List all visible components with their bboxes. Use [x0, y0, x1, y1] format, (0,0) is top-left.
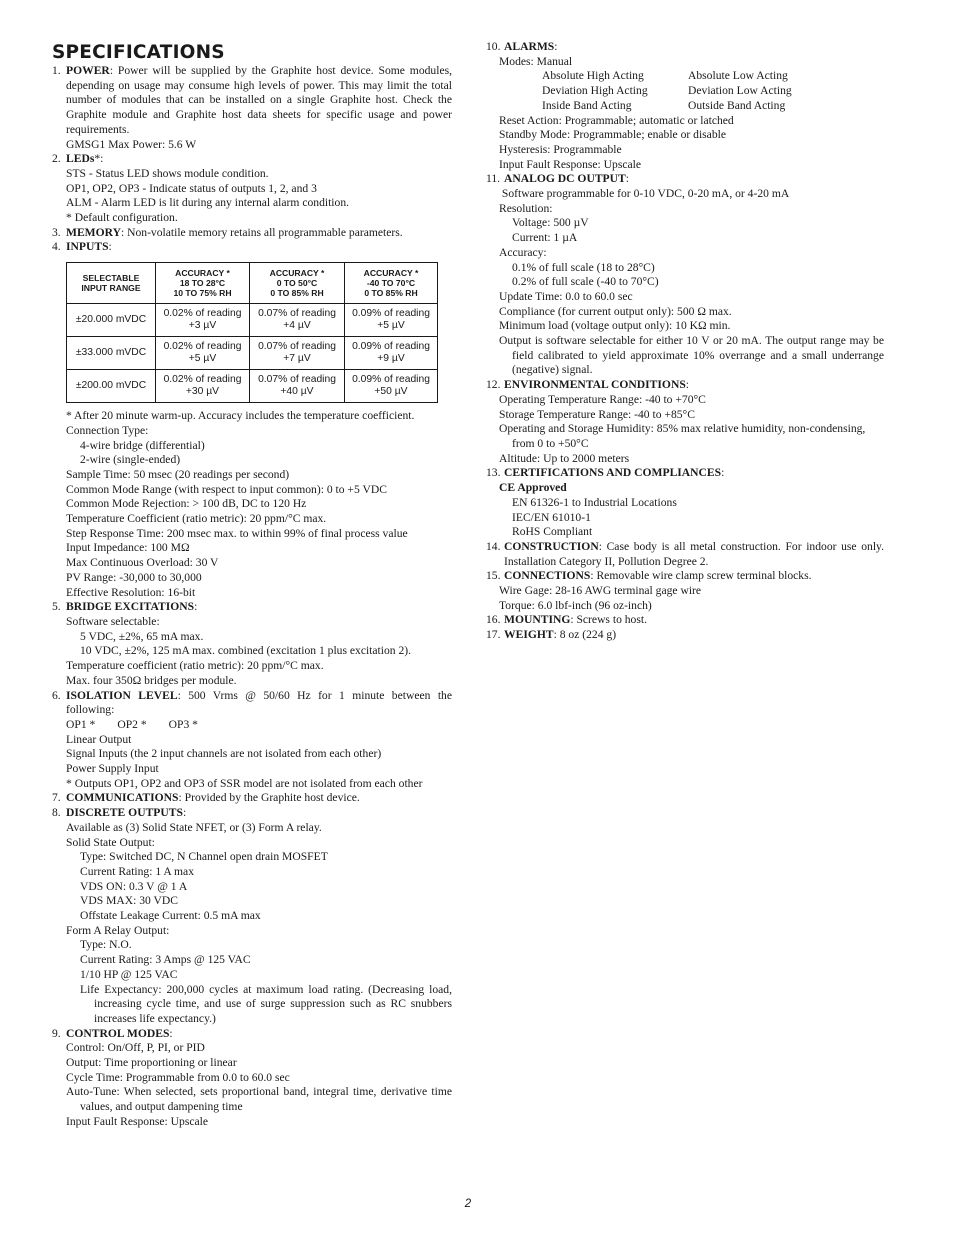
table-header-cell: ACCURACY * 18 TO 28°C 10 TO 75% RH: [156, 263, 250, 304]
spec-line: Software programmable for 0-10 VDC, 0-20 mA, or 4-20 mA: [499, 187, 790, 201]
spec-line: Input Fault Response: Upscale: [66, 1114, 209, 1128]
spec-isolation-level: 6. ISOLATION LEVEL: 500 Vrms @ 50/60 Hz for 1 minute between the following:: [52, 688, 452, 717]
spec-line: Linear Output: [66, 732, 132, 746]
spec-line: STS - Status LED shows module condition.: [66, 166, 269, 180]
spec-line: GMSG1 Max Power: 5.6 W: [66, 137, 197, 151]
spec-weight: 17. WEIGHT: 8 oz (224 g): [486, 628, 617, 642]
spec-line: Effective Resolution: 16-bit: [66, 585, 196, 599]
spec-inputs: 4. INPUTS:: [52, 240, 112, 254]
spec-line: Signal Inputs (the 2 input channels are not isolated from each other): [66, 747, 382, 761]
spec-line: Software selectable:: [66, 614, 160, 628]
spec-line: Temperature Coefficient (ratio metric): 20 ppm/°C max.: [66, 512, 327, 526]
table-cell: 0.09% of reading +9 µV: [345, 337, 437, 370]
spec-line: * After 20 minute warm-up. Accuracy includes the temperature coefficient.: [66, 409, 415, 423]
spec-heading: LEDs: [66, 152, 95, 166]
spec-heading: CONSTRUCTION: [504, 539, 599, 553]
spec-line: Power Supply Input: [66, 762, 159, 776]
spec-line: 5 VDC, ±2%, 65 mA max.: [80, 629, 204, 643]
table-cell: ±200.00 mVDC: [67, 370, 156, 402]
spec-line: 1/10 HP @ 125 VAC: [80, 967, 178, 981]
spec-line: Auto-Tune: When selected, sets proportional band, integral time, derivative time values, and output dampening time: [66, 1085, 452, 1114]
spec-line: 10 VDC, ±2%, 125 mA max. combined (excitation 1 plus excitation 2).: [80, 644, 412, 658]
alarm-mode-row: Inside Band Acting Outside Band Acting: [542, 98, 786, 112]
right-column: [486, 40, 884, 643]
spec-alarms: 10. ALARMS:: [486, 40, 558, 53]
spec-heading: MOUNTING: [504, 613, 571, 627]
table-cell: 0.09% of reading +5 µV: [345, 304, 437, 337]
table-row: [67, 304, 437, 337]
table-cell: ±33.000 mVDC: [67, 337, 156, 370]
spec-heading: ANALOG DC OUTPUT: [504, 172, 626, 186]
table-header-cell: SELECTABLE INPUT RANGE: [67, 263, 156, 304]
spec-line: Cycle Time: Programmable from 0.0 to 60.0 sec: [66, 1070, 290, 1084]
spec-line: Compliance (for current output only): 500 Ω max.: [499, 304, 732, 318]
spec-analog-dc-output: 11. ANALOG DC OUTPUT:: [486, 172, 629, 186]
spec-line: Altitude: Up to 2000 meters: [499, 451, 630, 465]
spec-line: Current Rating: 1 A max: [80, 864, 194, 878]
spec-line: VDS ON: 0.3 V @ 1 A: [80, 879, 188, 893]
spec-line: Offstate Leakage Current: 0.5 mA max: [80, 909, 261, 923]
spec-line: RoHS Compliant: [512, 525, 593, 539]
spec-heading: INPUTS: [66, 240, 109, 254]
table-header-cell: ACCURACY * 0 TO 50°C 0 TO 85% RH: [250, 263, 345, 304]
spec-heading: CONNECTIONS: [504, 569, 591, 583]
spec-line: Reset Action: Programmable; automatic or latched: [499, 113, 734, 127]
spec-line: Step Response Time: 200 msec max. to within 99% of final process value: [66, 526, 408, 540]
spec-line: PV Range: -30,000 to 30,000: [66, 570, 202, 584]
spec-line: Accuracy:: [499, 245, 547, 259]
table-cell: 0.09% of reading +50 µV: [352, 374, 430, 398]
spec-line: * Default configuration.: [66, 211, 178, 225]
spec-line: Available as (3) Solid State NFET, or (3) Form A relay.: [66, 820, 322, 834]
spec-line: Solid State Output:: [66, 835, 155, 849]
spec-memory: 3. MEMORY: Non-volatile memory retains all programmable parameters.: [52, 225, 403, 239]
spec-heading: MEMORY: [66, 225, 121, 239]
spec-line: 0.1% of full scale (18 to 28°C): [512, 260, 655, 274]
page-title: SPECIFICATIONS: [52, 42, 225, 63]
spec-line: Operating and Storage Humidity: 85% max relative humidity, non-condensing, from 0 to +50°C: [499, 422, 866, 450]
spec-line: 2-wire (single-ended): [80, 453, 181, 467]
alarm-mode-row: Absolute High Acting Absolute Low Acting: [542, 69, 788, 83]
spec-heading: ALARMS: [504, 40, 555, 53]
spec-line: Form A Relay Output:: [66, 923, 170, 937]
spec-connections: 15. CONNECTIONS: Removable wire clamp screw terminal blocks.: [486, 569, 812, 583]
spec-line: Input Impedance: 100 MΩ: [66, 541, 190, 555]
spec-line: 4-wire bridge (differential): [80, 438, 205, 452]
spec-line: Type: Switched DC, N Channel open drain MOSFET: [80, 850, 328, 864]
table-cell: 0.07% of reading +40 µV: [250, 370, 345, 402]
spec-environmental-conditions: 12. ENVIRONMENTAL CONDITIONS:: [486, 378, 690, 392]
table-cell: ±20.000 mVDC: [67, 304, 156, 337]
spec-construction: 14. CONSTRUCTION: Case body is all metal construction. For indoor use only. Installation Category II, Pollution Degree 2.: [486, 539, 884, 568]
spec-line: Torque: 6.0 lbf-inch (96 oz-inch): [499, 598, 652, 612]
spec-leds: 2. LEDs*:: [52, 152, 104, 166]
spec-line: Modes: Manual: [499, 54, 573, 68]
spec-heading: ISOLATION LEVEL: [66, 688, 178, 702]
spec-heading: CERTIFICATIONS AND COMPLIANCES: [504, 466, 722, 480]
table-row: [67, 370, 437, 402]
spec-line: ALM - Alarm LED is lit during any internal alarm condition.: [66, 196, 350, 210]
spec-power: 1. POWER: Power will be supplied by the Graphite host device. Some modules, depending on usage may consume high levels of power. This may limit the total number of modules that can be installed on a single Graphite host. Check the Graphite module and Graphite host data sheets for specific usage and power requirements.: [52, 64, 452, 136]
table-row: [67, 337, 437, 370]
left-column: [52, 40, 452, 1130]
table-header-row: [67, 263, 437, 304]
spec-line: Hysteresis: Programmable: [499, 142, 622, 156]
page-number: 2: [464, 1198, 472, 1210]
spec-line: 0.2% of full scale (-40 to 70°C): [512, 275, 659, 289]
spec-line: Life Expectancy: 200,000 cycles at maximum load rating. (Decreasing load, increasing cycle time, and use of surge suppression such as RC snubbers increases life expectancy.): [80, 982, 452, 1025]
spec-control-modes: 9. CONTROL MODES:: [52, 1026, 173, 1040]
table-header-cell: ACCURACY * -40 TO 70°C 0 TO 85% RH: [345, 263, 437, 304]
spec-certifications: 13. CERTIFICATIONS AND COMPLIANCES:: [486, 466, 725, 480]
spec-heading: WEIGHT: [504, 628, 554, 642]
spec-line: Resolution:: [499, 201, 553, 215]
spec-line: Input Fault Response: Upscale: [499, 157, 642, 171]
spec-line: Standby Mode: Programmable; enable or disable: [499, 128, 726, 142]
spec-heading: DISCRETE OUTPUTS: [66, 806, 183, 820]
spec-line: Connection Type:: [66, 423, 149, 437]
spec-line: Output: Time proportioning or linear: [66, 1056, 237, 1070]
spec-heading: BRIDGE EXCITATIONS: [66, 600, 195, 614]
spec-heading: ENVIRONMENTAL CONDITIONS: [504, 378, 686, 392]
table-cell: 0.02% of reading +5 µV: [156, 337, 250, 370]
spec-line: IEC/EN 61010-1: [512, 510, 591, 524]
table-cell: 0.02% of reading +3 µV: [156, 304, 250, 337]
spec-line: Minimum load (voltage output only): 10 KΩ min.: [499, 319, 731, 333]
table-cell: 0.02% of reading +30 µV: [156, 370, 250, 402]
spec-line: Common Mode Rejection: > 100 dB, DC to 120 Hz: [66, 497, 307, 511]
spec-bridge-excitations: 5. BRIDGE EXCITATIONS:: [52, 600, 198, 614]
isolation-outputs: OP1 * OP2 * OP3 *: [66, 717, 198, 731]
spec-line: Update Time: 0.0 to 60.0 sec: [499, 289, 633, 303]
spec-line: CE Approved: [499, 481, 567, 495]
spec-line: Current: 1 µA: [512, 231, 578, 245]
spec-line: Control: On/Off, P, PI, or PID: [66, 1041, 205, 1055]
spec-line: VDS MAX: 30 VDC: [80, 894, 179, 908]
spec-line: Operating Temperature Range: -40 to +70°C: [499, 392, 706, 406]
spec-line: EN 61326-1 to Industrial Locations: [512, 495, 677, 509]
spec-line: Output is software selectable for either 10 V or 20 mA. The output range may be field calibrated to yield approximate 10% overrange and a small underrange (negative) signal.: [499, 334, 884, 377]
spec-line: Voltage: 500 µV: [512, 216, 589, 230]
spec-heading: COMMUNICATIONS: [66, 791, 179, 805]
spec-heading: CONTROL MODES: [66, 1026, 170, 1040]
spec-line: Sample Time: 50 msec (20 readings per second): [66, 467, 290, 481]
spec-line: Max Continuous Overload: 30 V: [66, 556, 219, 570]
spec-line: Common Mode Range (with respect to input common): 0 to +5 VDC: [66, 482, 387, 496]
spec-line: Max. four 350Ω bridges per module.: [66, 673, 237, 687]
input-accuracy-table: [66, 262, 438, 403]
table-cell: 0.07% of reading +7 µV: [250, 337, 345, 370]
spec-line: Wire Gage: 28-16 AWG terminal gage wire: [499, 584, 702, 598]
spec-heading: POWER: [66, 64, 110, 77]
spec-line: Current Rating: 3 Amps @ 125 VAC: [80, 953, 251, 967]
spec-communications: 7. COMMUNICATIONS: Provided by the Graphite host device.: [52, 791, 360, 805]
spec-discrete-outputs: 8. DISCRETE OUTPUTS:: [52, 806, 187, 820]
table-cell: 0.07% of reading +4 µV: [250, 304, 345, 337]
spec-mounting: 16. MOUNTING: Screws to host.: [486, 613, 647, 627]
alarm-mode-row: Deviation High Acting Deviation Low Acting: [542, 84, 792, 98]
spec-line: OP1, OP2, OP3 - Indicate status of outputs 1, 2, and 3: [66, 181, 317, 195]
spec-line: Temperature coefficient (ratio metric): 20 ppm/°C max.: [66, 659, 324, 673]
spec-line: Type: N.O.: [80, 938, 132, 952]
spec-line: * Outputs OP1, OP2 and OP3 of SSR model are not isolated from each other: [66, 776, 423, 790]
spec-line: Storage Temperature Range: -40 to +85°C: [499, 407, 695, 421]
